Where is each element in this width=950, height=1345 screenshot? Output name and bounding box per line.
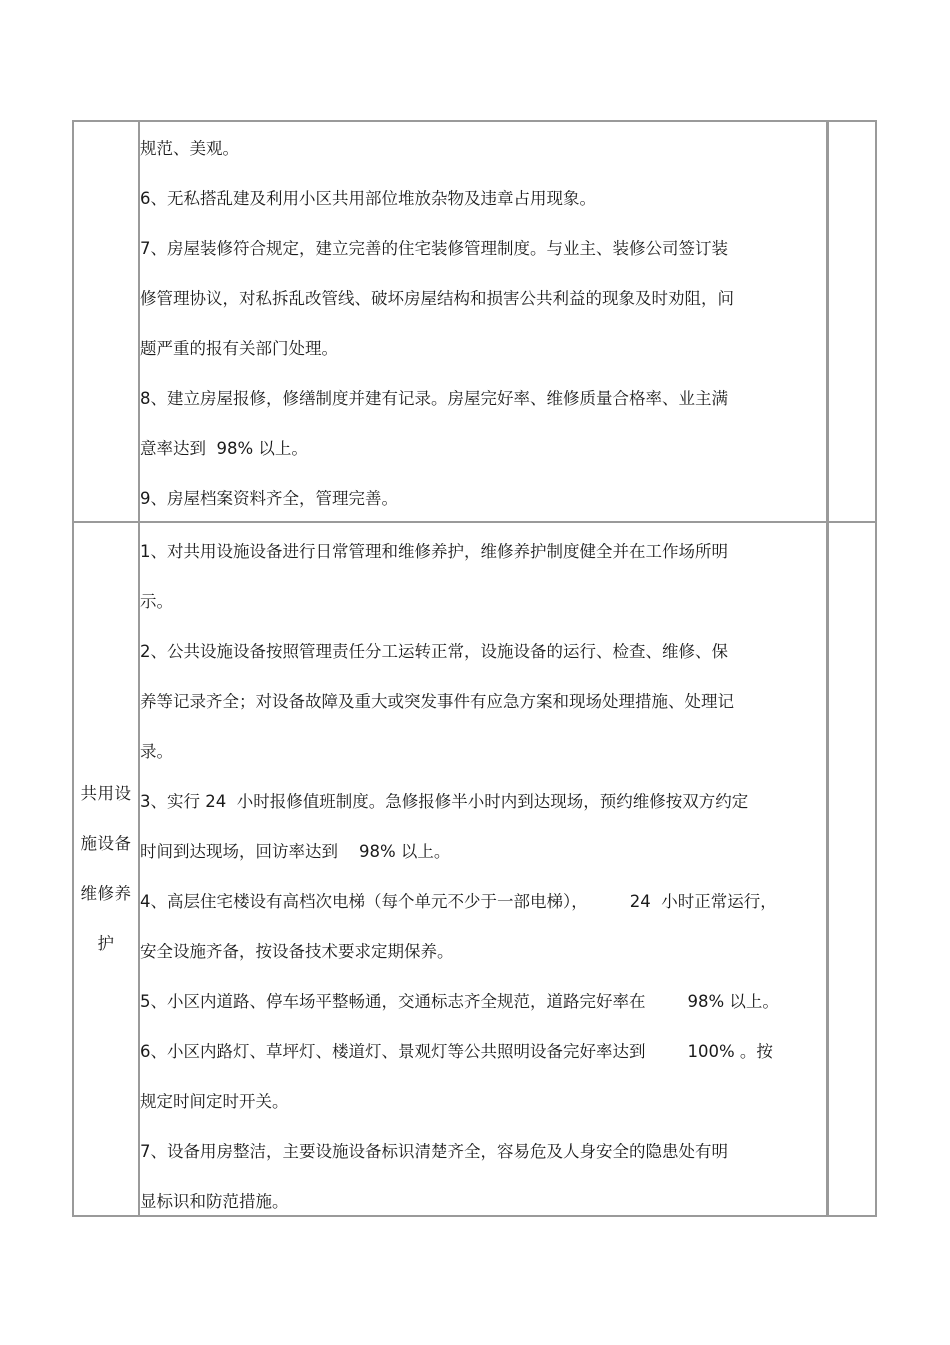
- requirement-line: 录。: [140, 742, 173, 761]
- requirement-line: 显标识和防范措施。: [140, 1192, 289, 1211]
- category-cell: [74, 122, 138, 521]
- requirement-line: 8、建立房屋报修，修缮制度并建有记录。房屋完好率、维修质量合格率、业主满: [140, 389, 728, 408]
- requirement-line: 规定时间定时开关。: [140, 1092, 289, 1111]
- requirements-cell: [140, 124, 824, 524]
- requirement-line: 养等记录齐全；对设备故障及重大或突发事件有应急方案和现场处理措施、处理记: [140, 692, 734, 711]
- requirement-line: 1、对共用设施设备进行日常管理和维修养护，维修养护制度健全并在工作场所明: [140, 542, 728, 561]
- requirement-line: 7、房屋装修符合规定，建立完善的住宅装修管理制度。与业主、装修公司签订装: [140, 239, 728, 258]
- requirement-line: 9、房屋档案资料齐全，管理完善。: [140, 489, 398, 508]
- category-cell: [74, 523, 138, 1215]
- table-row: [74, 122, 875, 521]
- requirement-line: 6、小区内路灯、草坪灯、楼道灯、景观灯等公共照明设备完好率达到 100% 。按: [140, 1042, 773, 1061]
- requirement-line: 题严重的报有关部门处理。: [140, 339, 338, 358]
- category-label: 共用设施设备维修养护: [80, 784, 132, 953]
- requirement-line: 时间到达现场，回访率达到 98% 以上。: [140, 842, 451, 861]
- requirement-line: 修管理协议，对私拆乱改管线、破坏房屋结构和损害公共利益的现象及时劝阻，问: [140, 289, 734, 308]
- requirement-line: 2、公共设施设备按照管理责任分工运转正常，设施设备的运行、检查、维修、保: [140, 642, 728, 661]
- requirement-line: 5、小区内道路、停车场平整畅通，交通标志齐全规范，道路完好率在 98% 以上。: [140, 992, 779, 1011]
- requirement-line: 意率达到 98% 以上。: [140, 439, 308, 458]
- requirement-line: 安全设施齐备，按设备技术要求定期保养。: [140, 942, 454, 961]
- requirement-line: 示。: [140, 592, 173, 611]
- column-divider: [826, 122, 829, 521]
- table-row: [74, 521, 875, 1215]
- requirement-line: 3、实行 24 小时报修值班制度。急修报修半小时内到达现场，预约维修按双方约定: [140, 792, 749, 811]
- requirement-line: 规范、美观。: [140, 139, 239, 158]
- standards-table: [72, 120, 877, 1217]
- requirement-line: 4、高层住宅楼设有高档次电梯（每个单元不少于一部电梯）， 24 小时正常运行，: [140, 892, 777, 911]
- requirement-line: 7、设备用房整洁，主要设施设备标识清楚齐全，容易危及人身安全的隐患处有明: [140, 1142, 728, 1161]
- requirement-line: 6、无私搭乱建及利用小区共用部位堆放杂物及违章占用现象。: [140, 189, 596, 208]
- column-divider: [826, 523, 829, 1215]
- requirements-cell: [140, 527, 824, 1227]
